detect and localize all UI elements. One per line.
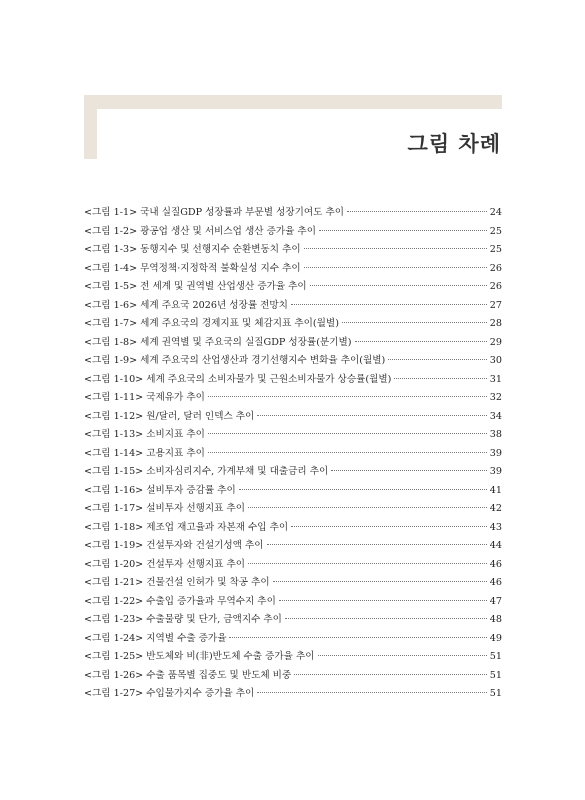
toc-dot-leader: [208, 433, 487, 434]
toc-entry-label: <그림 1-12>: [84, 410, 144, 422]
toc-entry-title: 수출 품목별 집중도 및 반도체 비중: [146, 669, 292, 681]
toc-dot-leader: [248, 563, 487, 564]
toc-entry-page-number: 51: [489, 669, 502, 681]
toc-entry-title: 무역정책·지정학적 불확실성 지수 추이: [140, 262, 301, 274]
toc-entry-title: 제조업 재고율과 자본재 수입 추이: [146, 521, 289, 533]
toc-entry[interactable]: [84, 315, 502, 334]
toc-entry-label: <그림 1-23>: [84, 614, 144, 625]
toc-dot-leader: [310, 285, 487, 286]
toc-entry-title: 세계 주요국의 소비자물가 및 근원소비자물가 상승률(월별): [146, 373, 392, 385]
toc-entry[interactable]: [84, 241, 502, 260]
toc-entry[interactable]: [84, 685, 502, 704]
toc-entry-label: <그림 1-26>: [84, 669, 144, 681]
toc-entry-label: <그림 1-4>: [84, 262, 138, 274]
toc-entry-label: <그림 1-16>: [84, 484, 144, 496]
toc-entry-page-number: 39: [489, 466, 502, 477]
toc-dot-leader: [229, 637, 486, 638]
toc-entry[interactable]: [84, 500, 502, 519]
toc-entry-label: <그림 1-25>: [84, 651, 144, 662]
toc-entry[interactable]: [84, 204, 502, 223]
toc-entry-label: <그림 1-19>: [84, 540, 144, 551]
toc-dot-leader: [257, 692, 487, 693]
toc-entry-page-number: 32: [489, 392, 502, 403]
toc-entry[interactable]: [84, 537, 502, 556]
toc-entry-page-number: 24: [489, 207, 502, 218]
toc-dot-leader: [291, 304, 487, 305]
toc-dot-leader: [355, 341, 487, 342]
header-frame-left-bar: [84, 95, 97, 159]
toc-entry-title: 소비지표 추이: [146, 429, 205, 440]
header-frame-top-bar: [84, 95, 502, 109]
toc-entry-label: <그림 1-7>: [84, 318, 138, 329]
toc-entry-page-number: 43: [489, 521, 502, 533]
toc-entry-title: 건설투자와 건설기성액 추이: [146, 540, 264, 551]
toc-dot-leader: [388, 359, 487, 360]
toc-entry-page-number: 34: [489, 410, 502, 422]
toc-entry-page-number: 49: [489, 632, 502, 644]
toc-entry-title: 건설투자 선행지표 추이: [146, 558, 245, 570]
toc-entry[interactable]: [84, 408, 502, 427]
toc-entry-title: 설비투자 선행지표 추이: [146, 503, 245, 514]
toc-entry[interactable]: [84, 352, 502, 371]
toc-entry-page-number: 39: [489, 447, 502, 459]
toc-entry-page-number: 38: [489, 429, 502, 440]
toc-entry[interactable]: [84, 297, 502, 316]
toc-dot-leader: [394, 378, 486, 379]
toc-entry-title: 세계 주요국 2026년 성장률 전망치: [140, 299, 288, 311]
toc-entry-label: <그림 1-27>: [84, 688, 144, 699]
toc-entry-title: 동행지수 및 선행지수 순환변동치 추이: [140, 244, 301, 255]
toc-entry-page-number: 44: [489, 540, 502, 551]
toc-entry-page-number: 30: [489, 355, 502, 366]
toc-entry[interactable]: [84, 593, 502, 612]
toc-entry-title: 광공업 생산 및 서비스업 생산 증가율 추이: [140, 225, 316, 237]
toc-entry-title: 세계 주요국의 산업생산과 경기선행지수 변화율 추이(월별): [140, 355, 386, 366]
toc-entry-title: 수출입 증가율과 무역수지 추이: [146, 595, 276, 607]
toc-entry-title: 설비투자 증감률 추이: [146, 484, 236, 496]
toc-entry-label: <그림 1-15>: [84, 466, 144, 477]
toc-entry-page-number: 26: [489, 281, 502, 292]
toc-dot-leader: [347, 211, 487, 212]
toc-entry[interactable]: [84, 519, 502, 538]
toc-dot-leader: [267, 544, 487, 545]
toc-entry-label: <그림 1-3>: [84, 244, 138, 255]
toc-entry-label: <그림 1-10>: [84, 373, 144, 385]
toc-entry[interactable]: [84, 667, 502, 686]
toc-entry-page-number: 51: [489, 688, 502, 699]
toc-entry[interactable]: [84, 371, 502, 390]
toc-entry[interactable]: [84, 223, 502, 242]
toc-entry[interactable]: [84, 574, 502, 593]
toc-dot-leader: [208, 396, 487, 397]
toc-entry-page-number: 46: [489, 558, 502, 570]
toc-entry-page-number: 41: [489, 484, 502, 496]
toc-dot-leader: [331, 470, 486, 471]
toc-dot-leader: [285, 618, 487, 619]
toc-entry[interactable]: [84, 611, 502, 630]
toc-entry-title: 고용지표 추이: [146, 447, 205, 459]
toc-entry[interactable]: [84, 278, 502, 297]
toc-entry-page-number: 31: [489, 373, 502, 385]
toc-entry-label: <그림 1-8>: [84, 336, 138, 348]
toc-entry-title: 건물건설 인허가 및 착공 추이: [146, 577, 270, 588]
toc-dot-leader: [291, 526, 487, 527]
toc-entry-label: <그림 1-1>: [84, 207, 138, 218]
toc-entry[interactable]: [84, 445, 502, 464]
toc-entry-label: <그림 1-11>: [84, 392, 144, 403]
toc-entry-page-number: 46: [489, 577, 502, 588]
toc-entry[interactable]: [84, 389, 502, 408]
toc-entry-page-number: 42: [489, 503, 502, 514]
figure-toc-list: [84, 204, 502, 704]
toc-entry-title: 전 세계 및 권역별 산업생산 증가율 추이: [140, 281, 307, 292]
page-title: 그림 차례: [407, 132, 501, 156]
toc-entry-title: 국내 실질GDP 성장률과 부문별 성장기여도 추이: [140, 207, 344, 218]
toc-dot-leader: [294, 674, 487, 675]
toc-entry-label: <그림 1-9>: [84, 355, 138, 366]
toc-entry-page-number: 51: [489, 651, 502, 662]
toc-entry-label: <그림 1-22>: [84, 595, 144, 607]
toc-entry[interactable]: [84, 648, 502, 667]
toc-entry-label: <그림 1-5>: [84, 281, 138, 292]
toc-entry[interactable]: [84, 463, 502, 482]
toc-entry-title: 세계 주요국의 경제지표 및 체감지표 추이(월별): [140, 318, 339, 329]
toc-dot-leader: [304, 248, 487, 249]
toc-entry[interactable]: [84, 334, 502, 353]
toc-entry-page-number: 29: [489, 336, 502, 348]
toc-entry-label: <그림 1-6>: [84, 299, 138, 311]
toc-entry-title: 세계 권역별 및 주요국의 실질GDP 성장률(분기별): [140, 336, 352, 348]
toc-entry[interactable]: [84, 482, 502, 501]
toc-entry-title: 소비자심리지수, 가계부채 및 대출금리 추이: [146, 466, 329, 477]
toc-entry-label: <그림 1-24>: [84, 632, 144, 644]
toc-entry-label: <그림 1-17>: [84, 503, 144, 514]
toc-entry-label: <그림 1-13>: [84, 429, 144, 440]
toc-entry-label: <그림 1-14>: [84, 447, 144, 459]
toc-entry[interactable]: [84, 260, 502, 279]
toc-dot-leader: [318, 655, 487, 656]
toc-entry-label: <그림 1-18>: [84, 521, 144, 533]
toc-entry-label: <그림 1-20>: [84, 558, 144, 570]
toc-dot-leader: [257, 415, 486, 416]
toc-dot-leader: [239, 489, 487, 490]
toc-entry[interactable]: [84, 556, 502, 575]
toc-dot-leader: [304, 267, 487, 268]
toc-entry-title: 지역별 수출 증가율: [146, 632, 227, 644]
toc-dot-leader: [208, 452, 487, 453]
toc-entry-page-number: 25: [489, 244, 502, 255]
toc-dot-leader: [319, 230, 487, 231]
toc-entry-page-number: 26: [489, 262, 502, 274]
toc-entry-title: 국제유가 추이: [146, 392, 205, 403]
toc-dot-leader: [342, 322, 487, 323]
toc-entry-page-number: 27: [489, 299, 502, 311]
toc-entry-title: 수출물량 및 단가, 금액지수 추이: [146, 614, 282, 625]
toc-entry-title: 원/달러, 달러 인덱스 추이: [146, 410, 255, 422]
toc-entry-page-number: 25: [489, 225, 502, 237]
toc-entry-title: 수입물가지수 증가율 추이: [146, 688, 255, 699]
toc-entry[interactable]: [84, 630, 502, 649]
toc-entry-page-number: 48: [489, 614, 502, 625]
toc-entry-page-number: 47: [489, 595, 502, 607]
toc-entry-label: <그림 1-21>: [84, 577, 144, 588]
toc-dot-leader: [273, 581, 487, 582]
toc-entry-title: 반도체와 비(非)반도체 수출 증가율 추이: [146, 651, 315, 662]
toc-entry-label: <그림 1-2>: [84, 225, 138, 237]
toc-entry[interactable]: [84, 426, 502, 445]
toc-dot-leader: [279, 600, 487, 601]
toc-entry-page-number: 28: [489, 318, 502, 329]
toc-dot-leader: [248, 507, 487, 508]
